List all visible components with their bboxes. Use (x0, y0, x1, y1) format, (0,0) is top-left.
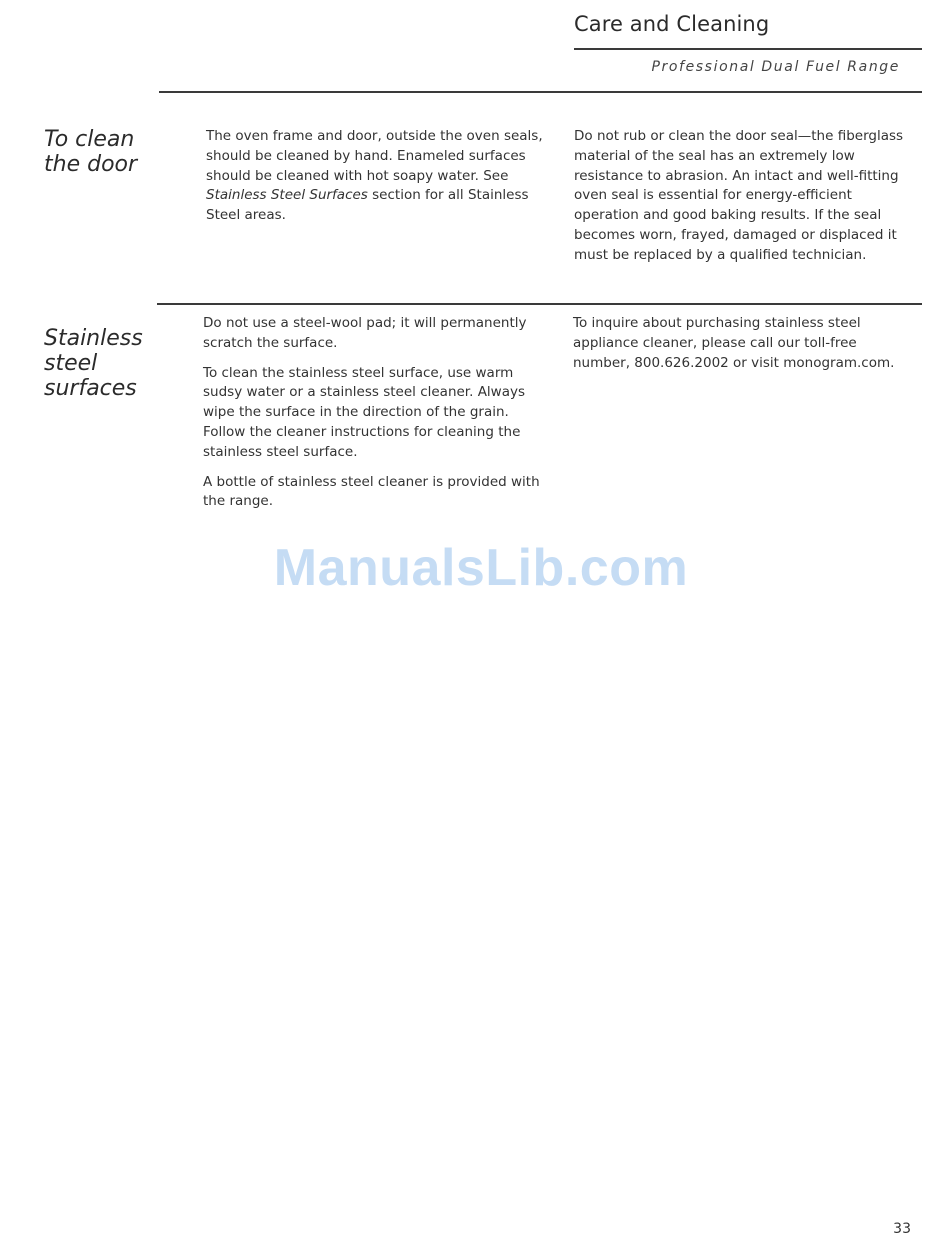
header-rule (574, 48, 922, 50)
page-number: 33 (893, 1221, 911, 1237)
text-run: section for all Stainless Steel areas. (206, 187, 529, 224)
header-title: Care and Cleaning (574, 12, 770, 36)
section-title-line: Stainless (44, 326, 143, 351)
steel-column-right (573, 314, 913, 383)
section-title-line: surfaces (44, 376, 137, 401)
header-subtitle: Professional Dual Fuel Range (651, 59, 900, 75)
paragraph: To inquire about purchasing stainless steel appliance cleaner, please call our toll-free number, 800.626.2002 or visit monogram.com. (573, 315, 895, 371)
paragraph (206, 127, 558, 226)
section-title-line: To clean (44, 127, 135, 152)
cross-reference: Stainless Steel Surfaces (206, 187, 368, 204)
paragraph: Do not use a steel-wool pad; it will permanently scratch the surface. (203, 315, 527, 351)
door-column-right (574, 127, 916, 276)
section-divider-top (159, 91, 922, 93)
paragraph: Do not rub or clean the door seal—the fiberglass material of the seal has an extremely low resistance to abrasion. An intact and well-fitting oven seal is essential for energy-efficient operation and good baking results. If the seal becomes worn, frayed, damaged or displaced it must be replaced by a qualified technician. (574, 128, 904, 263)
section-title-line: the door (44, 152, 138, 177)
door-column-left (206, 127, 558, 236)
paragraph: To clean the stainless steel surface, use warm sudsy water or a stainless steel cleaner. Always wipe the surface in the direction of the grain. Follow the cleaner instructions for cleaning the stainless steel surface. (203, 364, 526, 460)
paragraph: A bottle of stainless steel cleaner is provided with the range. (203, 473, 540, 510)
section-title-stainless-steel (44, 326, 174, 401)
section-title-line: steel (44, 351, 98, 376)
section-title-clean-door (44, 127, 174, 177)
steel-column-left (203, 314, 555, 522)
text-run: The oven frame and door, outside the oven seals, should be cleaned by hand. Enameled surfaces should be cleaned with hot soapy water. See (206, 128, 543, 184)
watermark: ManualsLib.com (273, 539, 689, 597)
section-divider-middle (157, 303, 922, 305)
